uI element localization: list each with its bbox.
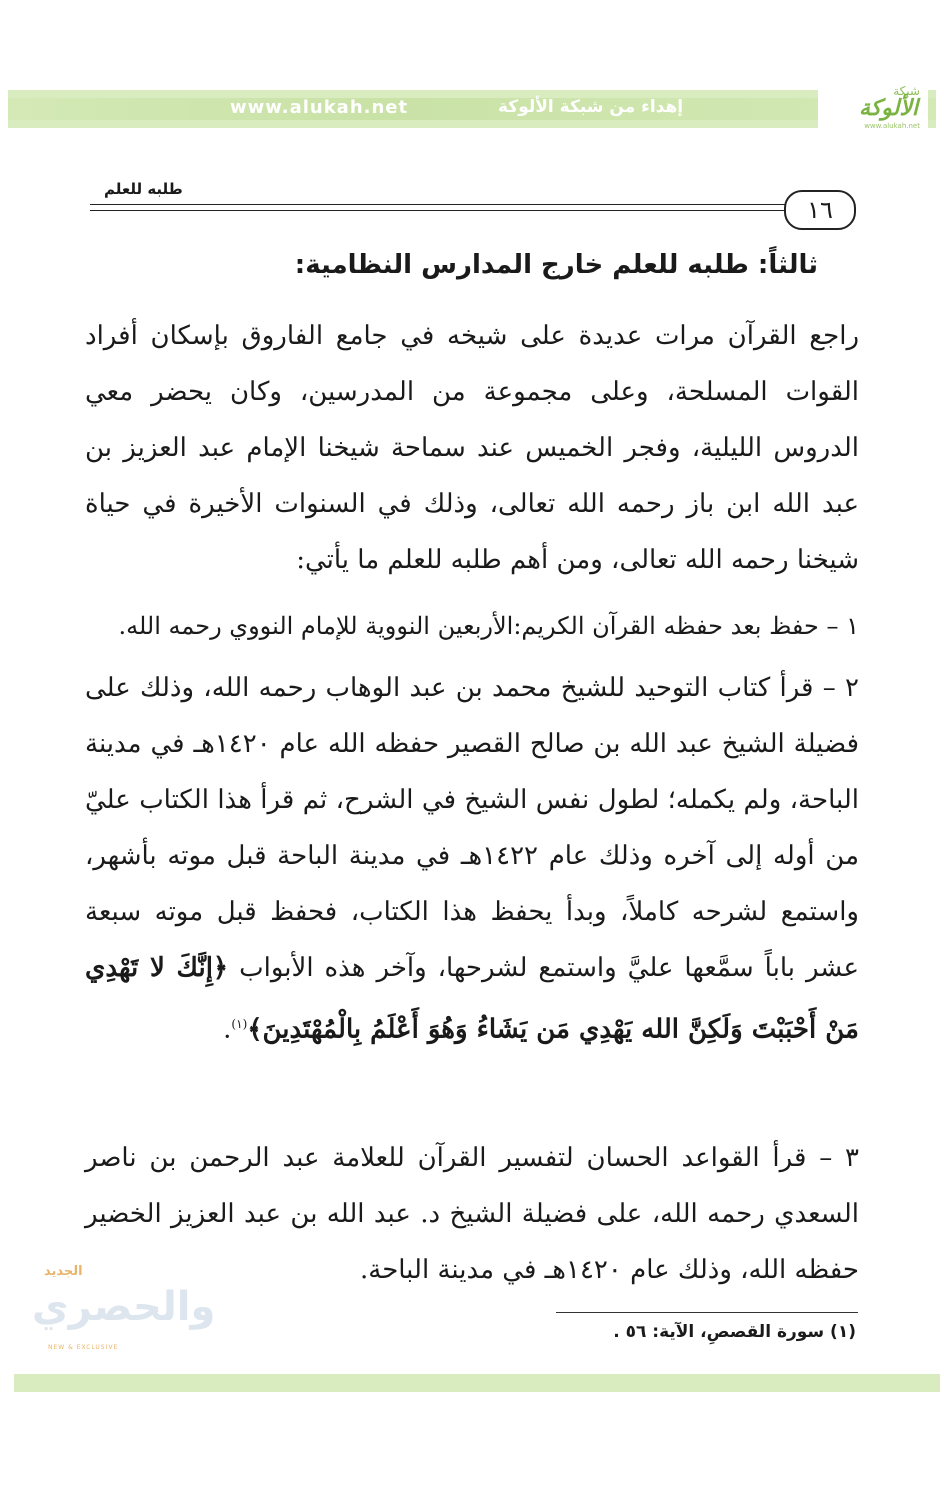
logo-url: www.alukah.net — [864, 122, 920, 130]
list-item-2-text: ٢ – قرأ كتاب التوحيد للشيخ محمد بن عبد الوهاب رحمه الله، وذلك على فضيلة الشيخ عبد الله بن صالح القصير حفظه الله عام ١٤٢٠هـ في مدينة الباحة، ولم يكمله؛ لطول نفس الشيخ في الشرح، ثم قرأ هذا الكتاب عليّ من أوله إلى آخره وذلك عام ١٤٢٢هـ في مدينة الباحة قبل موته بأشهر، واستمع لشرحه كاملاً، وبدأ يحفظ هذا الكتاب، فحفظ قبل موته سبعة عشر باباً سمَّعها عليَّ واستمع لشرحها، وآخر هذه الأبواب — [85, 673, 859, 983]
running-title: طلبه للعلم — [104, 180, 183, 198]
banner-url[interactable]: www.alukah.net — [230, 97, 409, 118]
banner-tagline: إهداء من شبكة الألوكة — [498, 97, 684, 117]
list-item-3: ٣ – قرأ القواعد الحسان لتفسير القرآن للعلامة عبد الرحمن بن ناصر السعدي رحمه الله، على فضيلة الشيخ د. عبد الله بن عبد العزيز الخضير حفظه الله، وذلك عام ١٤٢٠هـ في مدينة الباحة. — [85, 1143, 859, 1285]
site-banner — [8, 90, 936, 128]
watermark-stamp — [26, 1262, 216, 1358]
header-rule — [90, 204, 792, 211]
quran-verse: ﴿إِنَّكَ لا تَهْدِي مَنْ أَحْبَبْتَ وَلَكِنَّ الله يَهْدِي مَن يَشَاءُ وَهُوَ أَعْلَمُ بِالْمُهْتَدِينَ﴾ — [85, 953, 859, 1045]
footnote-ref[interactable]: (١) — [231, 1017, 248, 1031]
footnote: (١) سورة القصصِ، الآية: ٥٦ . — [613, 1322, 856, 1342]
banner-bar — [8, 98, 936, 120]
section-heading: ثالثاً: طلبه للعلم خارج المدارس النظامية: — [294, 250, 818, 280]
footnote-rule — [556, 1312, 858, 1313]
page-number: ١٦ — [784, 190, 856, 230]
alukah-logo — [818, 82, 928, 134]
list-item-1: ١ – حفظ بعد حفظه القرآن الكريم:الأربعين النووية للإمام النووي رحمه الله. — [118, 612, 859, 640]
stamp-sub: NEW & EXCLUSIVE — [48, 1344, 119, 1351]
stamp-top: الجديد — [44, 1264, 83, 1279]
bottom-band — [14, 1374, 940, 1392]
logo-text: الألوكة — [859, 96, 918, 121]
intro-paragraph: راجع القرآن مرات عديدة على شيخه في جامع الفاروق بإسكان أفراد القوات المسلحة، وعلى مجموعة من المدرسين، وكان يحضر معي الدروس الليلية، وفجر الخميس عند سماحة شيخنا الإمام عبد العزيز بن عبد الله ابن باز رحمه الله تعالى، وذلك في السنوات الأخيرة في حياة شيخنا رحمه الله تعالى، ومن أهم طلبه للعلم ما يأتي: — [85, 321, 859, 575]
list-item-2 — [85, 660, 859, 1058]
list-item-2-end: . — [223, 1014, 232, 1045]
stamp-main: والحصري — [32, 1284, 216, 1330]
logo-small-text: شبكة — [893, 84, 920, 98]
